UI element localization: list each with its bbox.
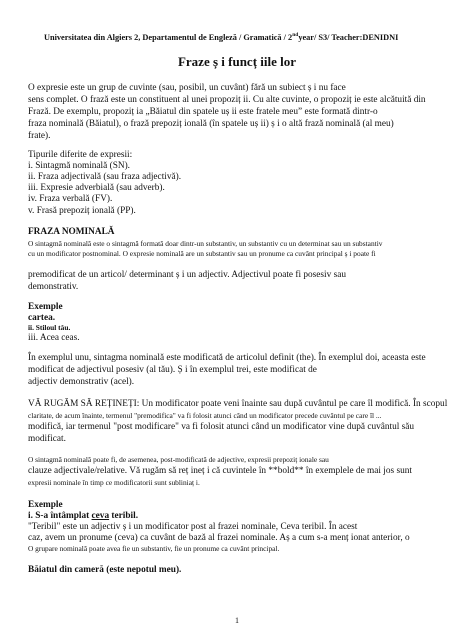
section-heading-nominal: FRAZA NOMINALĂ [28,227,115,237]
page-number: 1 [235,616,239,625]
example-word-2: ii. Stiloul tău. [28,323,71,332]
note-line-1: VĂ RUGĂM SĂ REȚINEȚI: Un modificator poate veni înainte sau după cuvântul pe care îl modifică. În scopul [28,399,448,409]
types-heading: Tipurile diferite de expresii: [28,150,133,160]
example-explain-2: caz, avem un pronume (ceva) ca cuvânt de bază al frazei nominale. Aș a cum s-a menț ionat anterior, o [28,533,410,543]
intro-line-1: O expresie este un grup de cuvinte (sau, posibil, un cuvânt) fără un subiect ș i nu face [28,83,346,93]
note-line-3: modifică, iar termenul "post modificare" va fi folosit atunci când un modificator vine după cuvântul său [28,422,415,432]
explain-line-2: modificat de adjectivul posesiv (al tău). Ș i în exemplul trei, este modificat de [28,365,317,375]
types-item-4: iv. Fraza verbală (FV). [28,194,113,204]
nominal-line-1: O sintagmă nominală este o sintagmă formată doar dintr-un substantiv, un substantiv cu un determinat sau un substantiv [28,239,383,248]
note-line-2: claritate, de acum înainte, termenul "premodifica" va fi folosit atunci când un modificator precede cuvântul pe care îl ... [28,411,382,420]
document-header: Universitatea din Algiers 2, Departamentul de Engleză / Gramatică / 2ndyear/ S3/ Teacher:DENIDNI [44,32,399,42]
intro-line-5: frate). [28,131,51,141]
explain-line-1: În exemplul unu, sintagma nominală este modificată de articolul definit (the). În exemplul doi, aceasta este [28,353,426,363]
example-sentence-1: i. S-a întâmplat ceva teribil. [28,511,139,521]
types-item-2: ii. Fraza adjectivală (sau fraza adjectivă). [28,172,182,182]
example-explain-1: "Teribil" este un adjectiv ș i un modificator post al frazei nominale, Ceva teribil. În acest [28,522,358,532]
types-item-1: i. Sintagmă nominală (SN). [28,161,130,171]
example-word-1: cartea. [28,313,56,323]
types-item-5: v. Frasă prepoziț ională (PP). [28,206,136,216]
explain-line-3: adjectiv demonstrativ (acel). [28,377,135,387]
page-title: Fraze ș i funcț iile lor [177,54,297,69]
examples-heading-1: Exemple [28,302,63,312]
example-explain-3: O grupare nominală poate avea fie un substantiv, fie un pronume ca cuvânt principal. [28,544,280,553]
post-line-1: O sintagmă nominală poate fi, de asemenea, post-modificată de adjective, expresii prepoziț ionale sau [28,455,329,464]
intro-line-4: fraza nominală (Băiatul), o frază prepoziț ională (în spatele uș ii) ș i o altă frază nominală (al meu) [28,119,394,129]
note-line-4: modificat. [28,434,66,444]
post-line-2: clauze adjectivale/relative. Vă rugăm să reț ineț i că cuvintele în **bold** în exemplele de mai jos sunt [28,466,412,476]
intro-line-3: Frază. De exemplu, propoziț ia „Băiatul din spatele uș ii este fratele meu” este formată dintr-o [28,107,378,117]
types-item-3: iii. Expresie adverbială (sau adverb). [28,183,165,193]
post-line-3: expresii nominale în timp ce modificatorii sunt subliniaț i. [28,478,200,487]
example-sentence-2: Băiatul din cameră (este nepotul meu). [28,565,182,575]
nominal-line-5: demonstrativ. [28,282,79,292]
example-word-3: iii. Acea ceas. [28,333,80,343]
nominal-line-2: cu un modificator postnominal. O expresie nominală are un substantiv sau un pronume ca cuvânt principal ș i poate fi [28,249,376,258]
intro-line-2: sens complet. O frază este un constituent al unei propoziț ii. Cu alte cuvinte, o propoziț ie este alcătuită din [28,95,426,105]
nominal-line-4: premodificat de un articol/ determinant ș i un adjectiv. Adjectivul poate fi posesiv sau [28,270,346,280]
examples-heading-2: Exemple [28,500,63,510]
